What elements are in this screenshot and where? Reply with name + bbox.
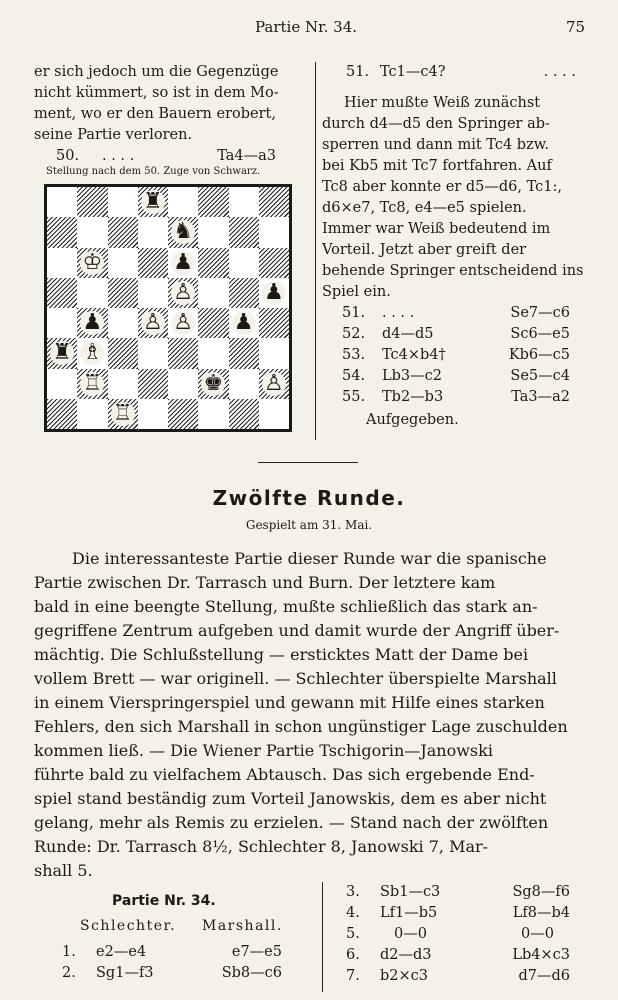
move-black: Lf8—b4 (512, 905, 570, 921)
text-line: nicht kümmert, so ist in dem Mo- (34, 85, 279, 101)
move-number: 6. (346, 947, 360, 963)
board-square-b8 (77, 187, 107, 217)
paragraph-line: Partie zwischen Dr. Tarrasch und Burn. Der letztere kam (34, 573, 496, 592)
move-row (342, 324, 570, 345)
board-square-a5 (47, 278, 77, 308)
board-square-a8 (47, 187, 77, 217)
move-51-question (346, 62, 576, 83)
board-square-h6 (259, 248, 289, 278)
move-50 (56, 146, 276, 167)
paragraph-line: in einem Vierspringerspiel und gewann mit Hilfe eines starken (34, 693, 545, 712)
board-square-g5 (229, 278, 259, 308)
chess-piece-e5 (168, 278, 198, 308)
move-black: . . . . (543, 64, 576, 80)
board-square-b1 (77, 399, 107, 429)
chess-diagram (44, 184, 292, 432)
text-line: d6×e7, Tc8, e4—e5 spielen. (322, 200, 527, 216)
board-square-a2 (47, 369, 77, 399)
move-black: Sb8—c6 (221, 965, 282, 981)
board-square-g3 (229, 338, 259, 368)
page-number: 75 (566, 18, 586, 36)
text-line: Hier mußte Weiß zunächst (344, 95, 541, 111)
paragraph-line: führte bald zu vielfachem Abtausch. Das sich ergebende End- (34, 765, 535, 784)
board-square-h7 (259, 217, 289, 247)
board-square-h3 (259, 338, 289, 368)
running-header-title: Partie Nr. 34. (255, 18, 358, 36)
diagram-caption: Stellung nach dem 50. Zuge von Schwarz. (46, 166, 261, 177)
left-column-text (34, 62, 304, 146)
chess-piece-e6 (168, 248, 198, 278)
move-black: e7—e5 (231, 944, 282, 960)
text-line: Vorteil. Jetzt aber greift der (322, 242, 527, 258)
move-row (342, 387, 570, 408)
board-square-e1 (168, 399, 198, 429)
board-square-b7 (77, 217, 107, 247)
move-number: 51. (346, 64, 370, 80)
chess-piece-d8 (138, 187, 168, 217)
board-square-a7 (47, 217, 77, 247)
paragraph-line: gelang, mehr als Remis zu erzielen. — Stand nach der zwölften (34, 813, 549, 832)
move-white: d2—d3 (380, 947, 432, 963)
move-row (342, 345, 570, 366)
move-black: Ta4—a3 (217, 148, 276, 164)
piece-glyph: ♙ (141, 311, 165, 335)
black-player-name: Marshall. (202, 918, 283, 934)
board-square-g2 (229, 369, 259, 399)
move-number: 5. (346, 926, 360, 942)
board-square-g6 (229, 248, 259, 278)
move-list-game-right (346, 882, 570, 987)
paragraph-line: Die interessanteste Partie dieser Runde war die spanische (72, 549, 547, 568)
move-number: 3. (346, 884, 360, 900)
move-white: Tb2—b3 (382, 389, 444, 405)
text-line: ment, wo er den Bauern erobert, (34, 106, 276, 122)
chess-piece-g4 (229, 308, 259, 338)
board-square-a1 (47, 399, 77, 429)
board-square-d6 (138, 248, 168, 278)
board-square-d2 (138, 369, 168, 399)
move-black: Sc6—e5 (510, 326, 570, 342)
move-number: 1. (62, 944, 76, 960)
move-number: 55. (342, 389, 366, 405)
paragraph-line: bald in eine beengte Stellung, mußte schließlich das stark an- (34, 597, 538, 616)
move-white: Tc4×b4† (382, 347, 446, 363)
board-square-f1 (198, 399, 228, 429)
move-black: Se7—c6 (510, 305, 570, 321)
move-row (62, 963, 282, 984)
piece-glyph: ♖ (80, 372, 104, 396)
board-square-c7 (108, 217, 138, 247)
piece-glyph: ♟ (262, 281, 286, 305)
text-line: seine Partie verloren. (34, 127, 193, 143)
board-square-h8 (259, 187, 289, 217)
piece-glyph: ♚ (201, 372, 225, 396)
chess-piece-b3 (77, 338, 107, 368)
move-black: Sg8—f6 (512, 884, 570, 900)
chess-piece-b2 (77, 369, 107, 399)
move-white: . . . . (102, 148, 135, 164)
piece-glyph: ♙ (262, 372, 286, 396)
chess-piece-d4 (138, 308, 168, 338)
paragraph-line: Fehlers, den sich Marshall in schon ungünstiger Lage zuschulden (34, 717, 568, 736)
move-number: 7. (346, 968, 360, 984)
move-row (62, 942, 282, 963)
move-list-left (62, 942, 282, 984)
move-row (346, 966, 570, 987)
move-number: 50. (56, 148, 80, 164)
piece-glyph: ♜ (141, 190, 165, 214)
move-row (346, 945, 570, 966)
text-line: behende Springer entscheidend ins (322, 263, 584, 279)
game-column-divider (322, 882, 323, 992)
move-row (346, 924, 570, 945)
move-row (342, 303, 570, 324)
chess-piece-h5 (259, 278, 289, 308)
chess-piece-b4 (77, 308, 107, 338)
board-square-f7 (198, 217, 228, 247)
piece-glyph: ♙ (171, 281, 195, 305)
board-square-a6 (47, 248, 77, 278)
piece-glyph: ♟ (171, 251, 195, 275)
board-square-g1 (229, 399, 259, 429)
board-square-f8 (198, 187, 228, 217)
move-white: Sb1—c3 (380, 884, 441, 900)
text-line: bei Kb5 mit Tc7 fortfahren. Auf (322, 158, 552, 174)
chess-piece-e4 (168, 308, 198, 338)
move-black: Lb4×c3 (512, 947, 570, 963)
game-title: Partie Nr. 34. (112, 893, 216, 909)
board-square-c2 (108, 369, 138, 399)
board-square-e8 (168, 187, 198, 217)
paragraph-line: mächtig. Die Schlußstellung — ersticktes Matt der Dame bei (34, 645, 529, 664)
board-square-d3 (138, 338, 168, 368)
section-divider (258, 462, 358, 463)
right-column-text (322, 93, 590, 303)
text-line: sperren und dann mit Tc4 bzw. (322, 137, 550, 153)
move-number: 51. (342, 305, 366, 321)
move-number: 54. (342, 368, 366, 384)
move-number: 2. (62, 965, 76, 981)
move-white: d4—d5 (382, 326, 434, 342)
move-white: Sg1—f3 (96, 965, 154, 981)
piece-glyph: ♔ (80, 251, 104, 275)
piece-glyph: ♟ (80, 311, 104, 335)
move-number: 53. (342, 347, 366, 363)
move-white: e2—e4 (96, 944, 147, 960)
move-black: Kb6—c5 (508, 347, 570, 363)
piece-glyph: ♟ (232, 311, 256, 335)
move-list-right (342, 303, 570, 408)
board-square-d1 (138, 399, 168, 429)
board-square-c5 (108, 278, 138, 308)
piece-glyph: ♙ (171, 311, 195, 335)
resignation-note: Aufgegeben. (366, 412, 459, 428)
board-square-c8 (108, 187, 138, 217)
move-number: 4. (346, 905, 360, 921)
paragraph-line: vollem Brett — war originell. — Schlechter überspielte Marshall (34, 669, 557, 688)
chess-piece-b6 (77, 248, 107, 278)
section-title: Zwölfte Runde. (212, 486, 406, 510)
paragraph-line: Runde: Dr. Tarrasch 8½, Schlechter 8, Janowski 7, Mar- (34, 837, 489, 856)
text-line: Tc8 aber konnte er d5—d6, Tc1:, (322, 179, 563, 195)
move-white: 0—0 (394, 926, 427, 942)
paragraph-line: gegriffene Zentrum aufgeben und damit wurde der Angriff über- (34, 621, 560, 640)
board-square-d7 (138, 217, 168, 247)
piece-glyph: ♞ (171, 220, 195, 244)
move-row (346, 882, 570, 903)
move-number: 52. (342, 326, 366, 342)
board-square-f4 (198, 308, 228, 338)
paragraph-line: shall 5. (34, 861, 93, 880)
move-white: b2×c3 (380, 968, 429, 984)
text-line: Immer war Weiß bedeutend im (322, 221, 551, 237)
paragraph-line: kommen ließ. — Die Wiener Partie Tschigorin—Janowski (34, 741, 493, 760)
piece-glyph: ♜ (50, 341, 74, 365)
chess-piece-a3 (47, 338, 77, 368)
move-row (346, 903, 570, 924)
board-square-e2 (168, 369, 198, 399)
board-square-f3 (198, 338, 228, 368)
chess-piece-c1 (108, 399, 138, 429)
white-player-name: Schlechter. (80, 918, 177, 934)
paragraph-line: spiel stand beständig zum Vorteil Janowskis, dem es aber nicht (34, 789, 547, 808)
board-square-g8 (229, 187, 259, 217)
section-subtitle: Gespielt am 31. Mai. (245, 518, 373, 532)
chess-piece-h2 (259, 369, 289, 399)
move-black: Se5—c4 (510, 368, 570, 384)
move-white: Lb3—c2 (382, 368, 442, 384)
piece-glyph: ♖ (111, 402, 135, 426)
board-square-c6 (108, 248, 138, 278)
board-square-c4 (108, 308, 138, 338)
text-line: durch d4—d5 den Springer ab- (322, 116, 550, 132)
board-square-f6 (198, 248, 228, 278)
chess-piece-f2 (198, 369, 228, 399)
move-black: Ta3—a2 (511, 389, 570, 405)
move-white: Tc1—c4? (380, 64, 446, 80)
board-square-h4 (259, 308, 289, 338)
board-square-a4 (47, 308, 77, 338)
text-line: Spiel ein. (322, 284, 391, 300)
board-square-h1 (259, 399, 289, 429)
board-square-e3 (168, 338, 198, 368)
move-black: 0—0 (521, 926, 554, 942)
chess-piece-e7 (168, 217, 198, 247)
board-square-g7 (229, 217, 259, 247)
board-square-f5 (198, 278, 228, 308)
text-line: er sich jedoch um die Gegenzüge (34, 64, 279, 80)
piece-glyph: ♗ (80, 341, 104, 365)
move-white: . . . . (382, 305, 415, 321)
move-white: Lf1—b5 (380, 905, 438, 921)
board-square-b5 (77, 278, 107, 308)
column-divider (315, 62, 316, 440)
section-paragraph (34, 547, 590, 883)
move-row (342, 366, 570, 387)
board-square-d5 (138, 278, 168, 308)
board-square-c3 (108, 338, 138, 368)
move-black: d7—d6 (518, 968, 570, 984)
